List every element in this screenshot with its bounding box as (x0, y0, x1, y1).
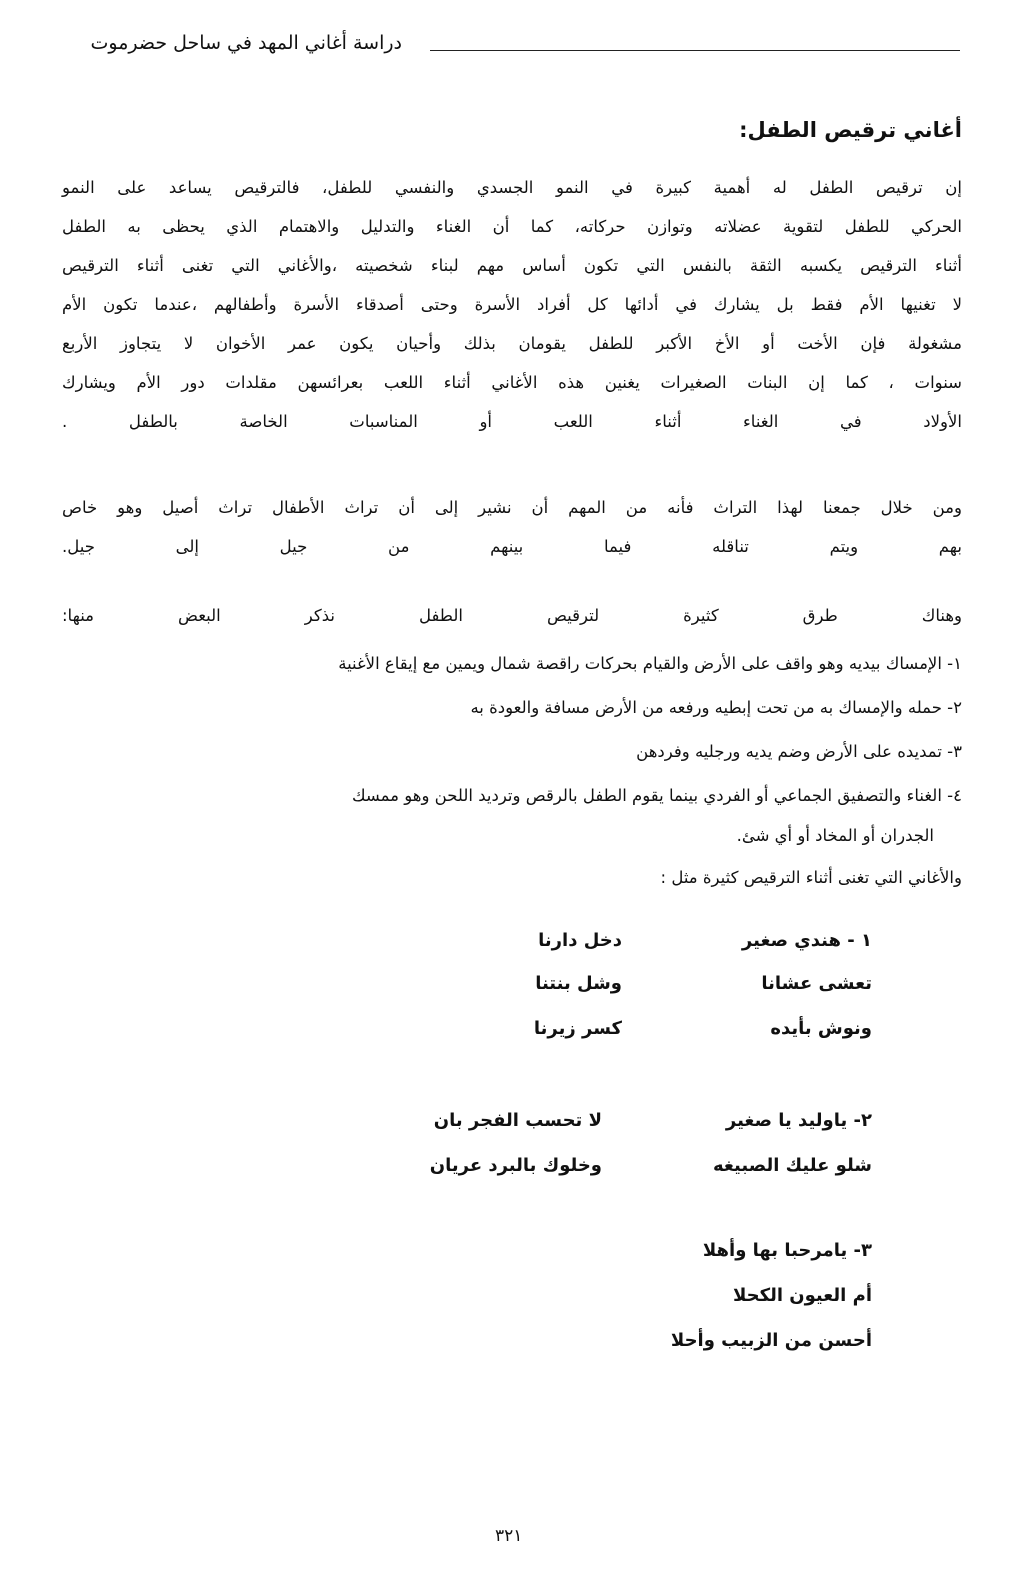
page-number: ٣٢١ (495, 1526, 523, 1546)
paragraph-line: بهم ويتم تناقله فيما بينهم من جيل إلى جيل. (62, 537, 962, 556)
header-rule (430, 50, 960, 51)
list-item: ٢- حمله والإمساك به من تحت إبطيه ورفعه من الأرض مسافة والعودة به (470, 698, 962, 717)
song3-line: أحسن من الزبيب وأحلا (670, 1330, 872, 1351)
paragraph-line: مشغولة فإن الأخت أو الأخ الأكبر للطفل يقومان بذلك وأحيان يكون عمر الأخوان لا يتجاوز الأربع (62, 334, 962, 353)
paragraph-line: لا تغنيها الأم فقط بل يشارك في أدائها كل أفراد الأسرة وحتى أصدقاء الأسرة وأطفالهم ،عندما تكون الأم (62, 295, 962, 314)
paragraph-line: الحركي للطفل لتقوية عضلاته وتوازن حركاته، كما أن الغناء والتدليل والاهتمام الذي يحظى به الطفل (62, 217, 962, 236)
paragraph-2 (62, 488, 962, 566)
song1-left-line: دخل دارنا (538, 930, 622, 951)
song1-right-line: تعشى عشانا (761, 973, 872, 994)
paragraph-4: والأغاني التي تغنى أثناء الترقيص كثيرة مثل : (660, 868, 962, 887)
song1-right-line: ١ - هندي صغير (741, 930, 872, 951)
methods-list (62, 642, 962, 854)
paragraph-line: وهناك طرق كثيرة لترقيص الطفل نذكر البعض منها: (62, 606, 962, 625)
paragraph-line: إن ترقيص الطفل له أهمية كبيرة في النمو الجسدي والنفسي للطفل، فالترقيص يساعد على النمو (62, 178, 962, 197)
song2-right-line: شلو عليك الصبيغه (712, 1155, 872, 1176)
paragraph-1 (62, 168, 962, 441)
list-item: ٤- الغناء والتصفيق الجماعي أو الفردي بينما يقوم الطفل بالرقص وترديد اللحن وهو ممسك (352, 786, 962, 805)
song1-right-line: ونوش بأيده (770, 1018, 872, 1039)
paragraph-line: ومن خلال جمعنا لهذا التراث فأنه من المهم أن نشير إلى أن تراث الأطفال تراث أصيل وهو خاص (62, 498, 962, 517)
list-item-continuation: الجدران أو المخاد أو أي شئ. (736, 826, 934, 845)
song2-right-line: ٢- ياوليد يا صغير (725, 1110, 872, 1131)
running-header-title: دراسة أغاني المهد في ساحل حضرموت (90, 32, 402, 54)
song1-left-line: وشل بنتنا (535, 973, 622, 994)
list-item: ١- الإمساك بيديه وهو واقف على الأرض والقيام بحركات راقصة شمال ويمين مع إيقاع الأغنية (338, 654, 962, 673)
song1-left-line: كسر زيرنا (533, 1018, 622, 1039)
song2-left-line: لا تحسب الفجر بان (433, 1110, 602, 1131)
paragraph-3 (62, 596, 962, 635)
song2-left-line: وخلوك بالبرد عريان (429, 1155, 602, 1176)
song3-line: أم العيون الكحلا (732, 1285, 872, 1306)
song3-line: ٣- يامرحبا بها وأهلا (702, 1240, 872, 1261)
paragraph-line: سنوات ، كما إن البنات الصغيرات يغنين هذه الأغاني أثناء اللعب بعرائسهن مقلدات دور الأم ويشارك (62, 373, 962, 392)
paragraph-line: الأولاد في الغناء أثناء اللعب أو المناسبات الخاصة بالطفل . (62, 412, 962, 431)
paragraph-line: أثناء الترقيص يكسبه الثقة بالنفس التي تكون أساس مهم لبناء شخصيته ،والأغاني التي تغنى أثناء الترقيص (62, 256, 962, 275)
list-item: ٣- تمديده على الأرض وضم يديه ورجليه وفردهن (636, 742, 962, 761)
section-title: أغاني ترقيص الطفل: (739, 118, 962, 142)
